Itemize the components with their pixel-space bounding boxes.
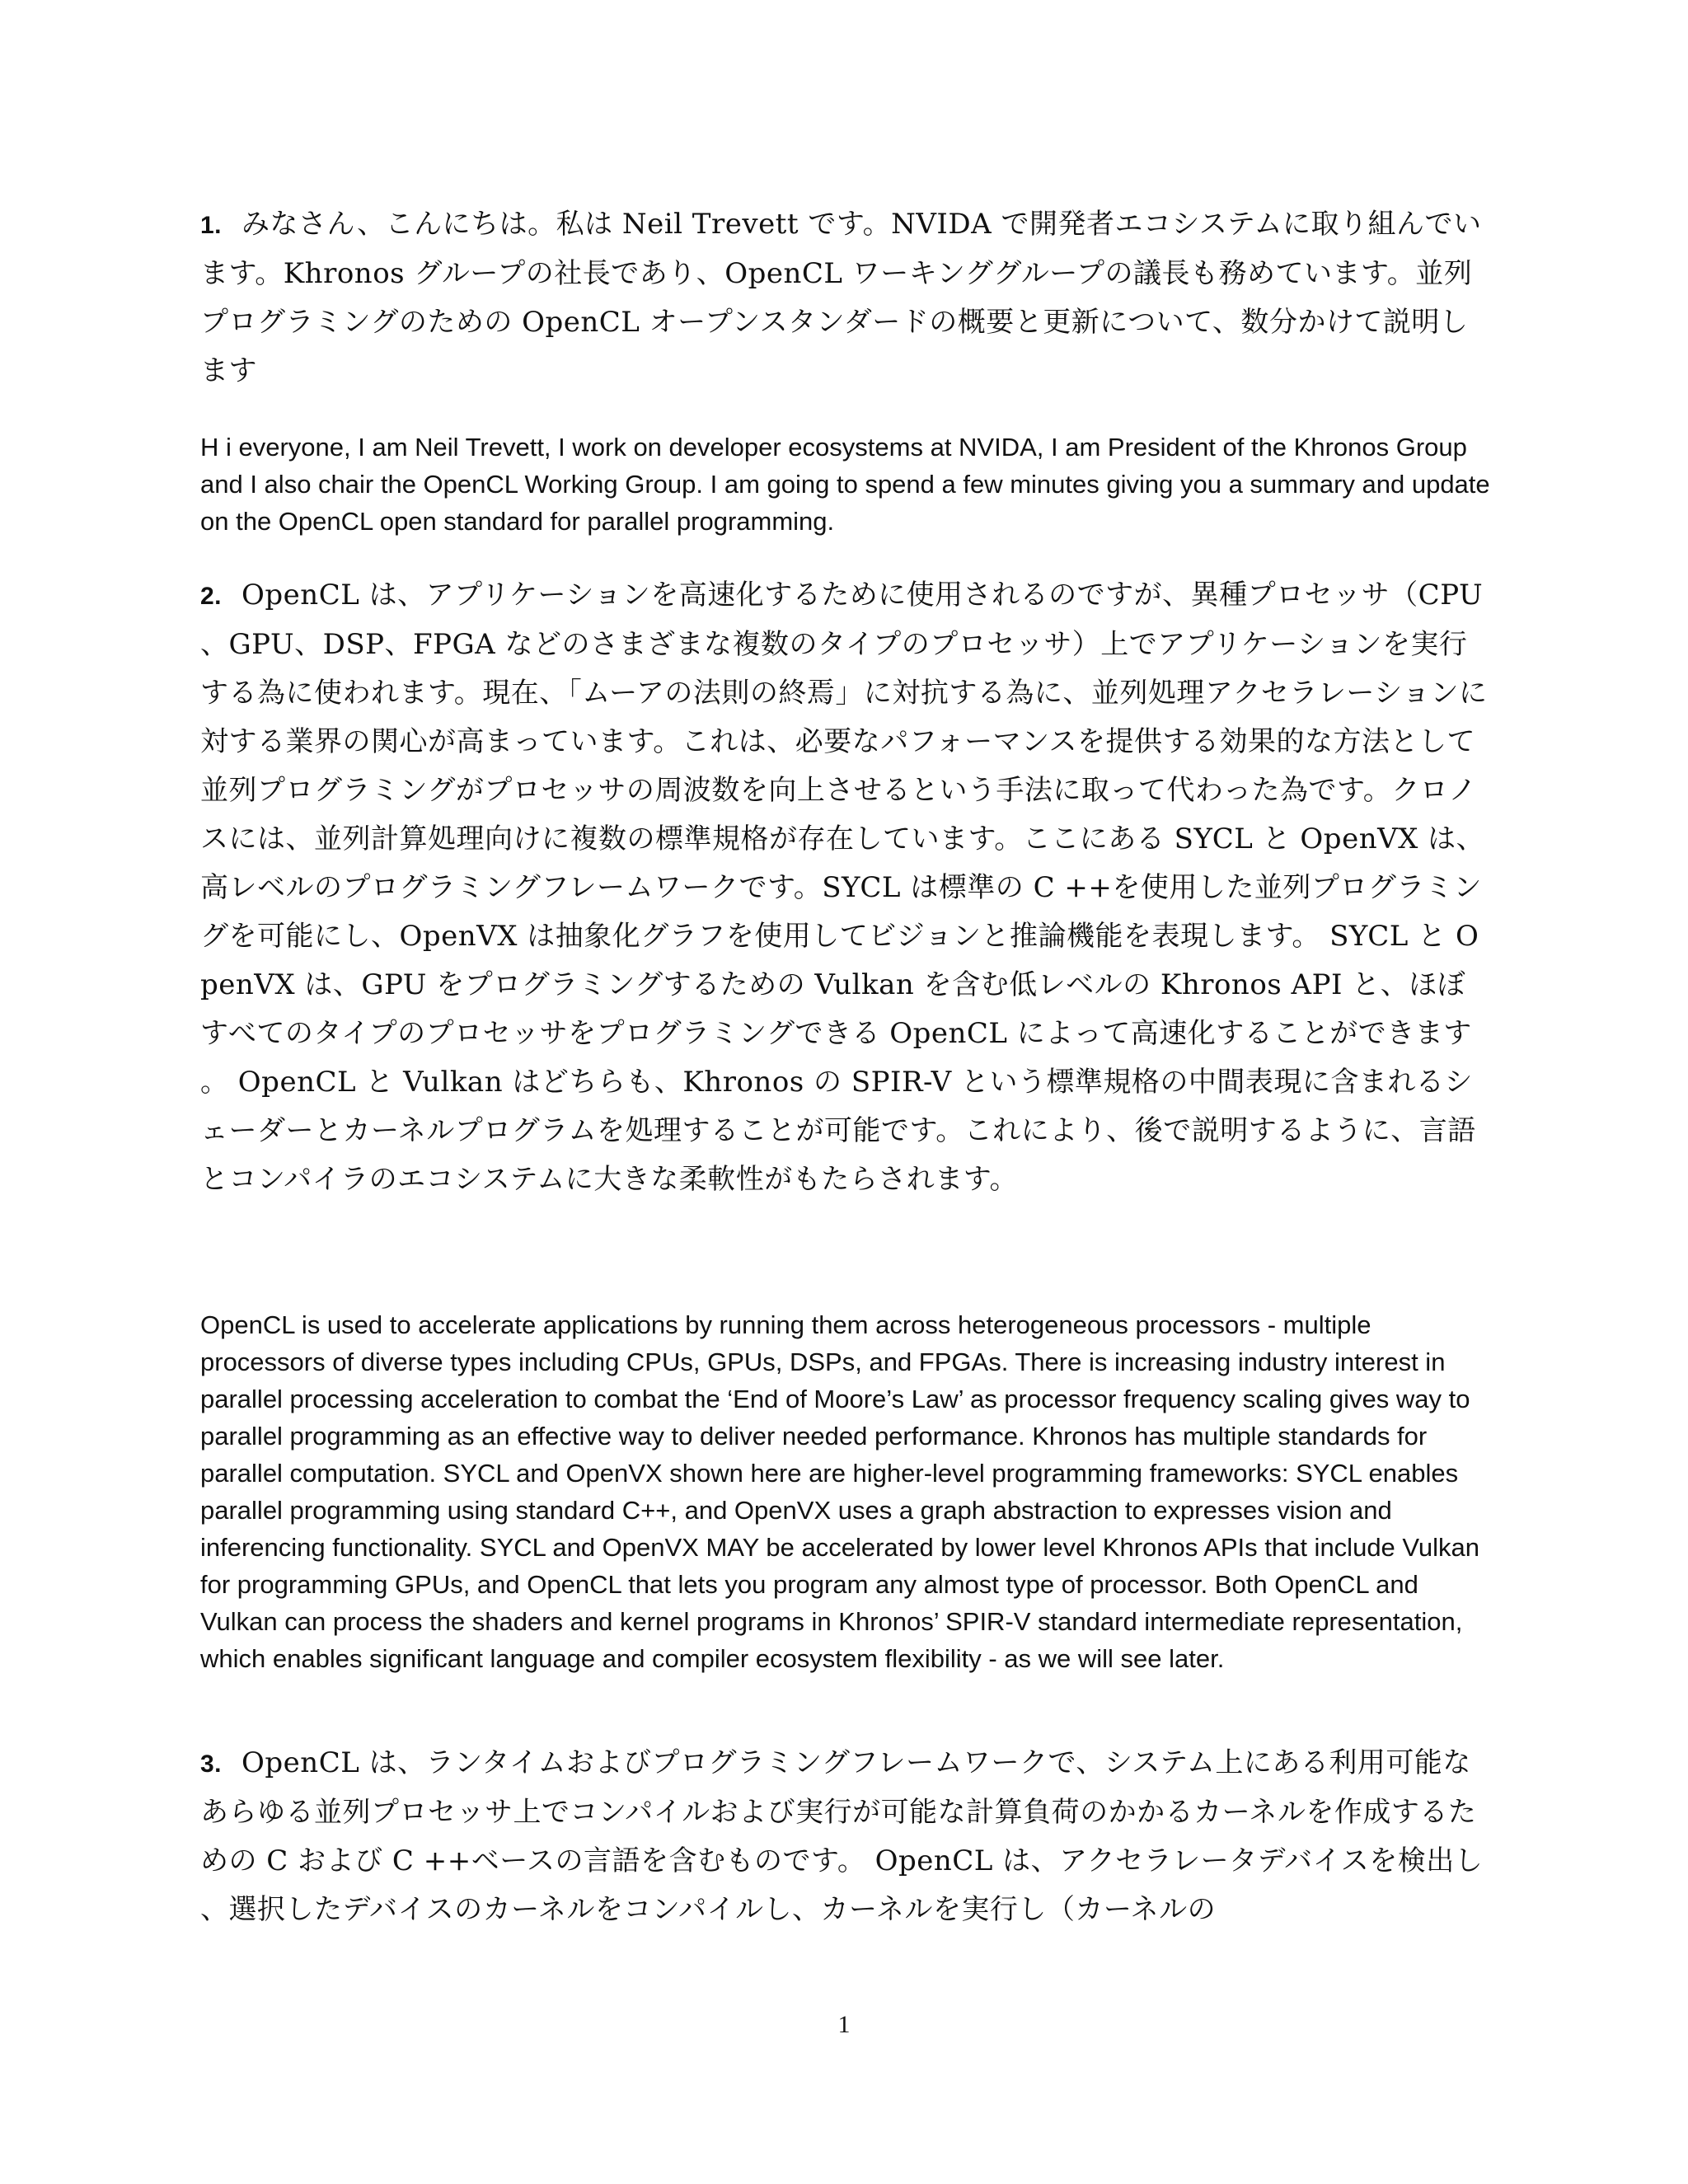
paragraph-1-english-block [200, 429, 1490, 540]
paragraph-2-japanese [200, 571, 1490, 1204]
paragraph-2-english: OpenCL is used to accelerate applications by running them across heterogeneous processors - multiple processors of diverse types including CPUs, GPUs, DSPs, and FPGAs. There is increasing industry interest in parallel processing acceleration to combat the ‘End of Moore’s Law’ as processor frequency scaling gives way to parallel programming as an effective way to deliver needed performance. Khronos has multiple standards for parallel computation. SYCL and OpenVX shown here are higher-level programming frameworks: SYCL enables parallel programming using standard C++, and OpenVX uses a graph abstraction to expresses vision and inferencing functionality. SYCL and OpenVX MAY be accelerated by lower level Khronos APIs that include Vulkan for programming GPUs, and OpenCL that lets you program any almost type of processor. Both OpenCL and Vulkan can process the shaders and kernel programs in Khronos’ SPIR-V standard intermediate representation, which enables significant language and compiler ecosystem flexibility - as we will see later. [200, 1310, 1480, 1673]
page-number: 1 [837, 2011, 851, 2038]
paragraph-3-japanese-text: OpenCL は、ランタイムおよびプログラミングフレームワークで、システム上にある利用可能なあらゆる並列プロセッサ上でコンパイルおよび実行が可能な計算負荷のかかるカーネルを作成するための C および C ++ベースの言語を含むものです。 OpenCL は、アクセラレータデバイスを検出し、選択したデバイスのカーネルをコンパイルし、カーネルを実行し（カーネルの [200, 1746, 1484, 1926]
paragraph-3-japanese [200, 1739, 1490, 1934]
paragraph-2 [200, 571, 1490, 1204]
paragraph-2-english-block [200, 1306, 1490, 1677]
paragraph-1 [200, 200, 1490, 396]
paragraph-1-japanese [200, 200, 1490, 396]
paragraph-3 [200, 1739, 1490, 1934]
paragraph-2-japanese-text: OpenCL は、アプリケーションを高速化するために使用されるのですが、異種プロセッサ（CPU、GPU、DSP、FPGA などのさまざまな複数のタイプのプロセッサ）上でアプリケーションを実行する為に使われます。現在、「ムーアの法則の終焉」に対抗する為に、並列処理アクセラレーションに対する業界の関心が高まっています。これは、必要なパフォーマンスを提供する効果的な方法として並列プログラミングがプロセッサの周波数を向上させるという手法に取って代わった為です。クロノスには、並列計算処理向けに複数の標準規格が存在しています。ここにある SYCL と OpenVX は、高レベルのプログラミングフレームワークです。SYCL は標準の C ++を使用した並列プログラミングを可能にし、OpenVX は抽象化グラフを使用してビジョンと推論機能を表現します。 SYCL と OpenVX は、GPU をプログラミングするための Vulkan を含む低レベルの Khronos API と、ほぼすべてのタイプのプロセッサをプログラミングできる OpenCL によって高速化することができます。 OpenCL と Vulkan はどちらも、Khronos の SPIR-V という標準規格の中間表現に含まれるシェーダーとカーネルプログラムを処理することが可能です。これにより、後で説明するように、言語とコンパイラのエコシステムに大きな柔軟性がもたらされます。 [200, 579, 1488, 1196]
paragraph-3-number: 3. [200, 1750, 223, 1778]
paragraph-1-number: 1. [200, 212, 223, 239]
paragraph-2-number: 2. [200, 583, 223, 610]
paragraph-1-japanese-text: みなさん、こんにちは。私は Neil Trevett です。NVIDA で開発者エコシステムに取り組んでいます。Khronos グループの社長であり、OpenCL ワーキンググループの議長も務めています。並列プログラミングのための OpenCL オープンスタンダードの概要と更新について、数分かけて説明します [200, 208, 1482, 387]
paragraph-1-english: H i everyone, I am Neil Trevett, I work on developer ecosystems at NVIDA, I am President of the Khronos Group and I also chair the OpenCL Working Group. I am going to spend a few minutes giving you a summary and update on the OpenCL open standard for parallel programming. [200, 433, 1490, 536]
